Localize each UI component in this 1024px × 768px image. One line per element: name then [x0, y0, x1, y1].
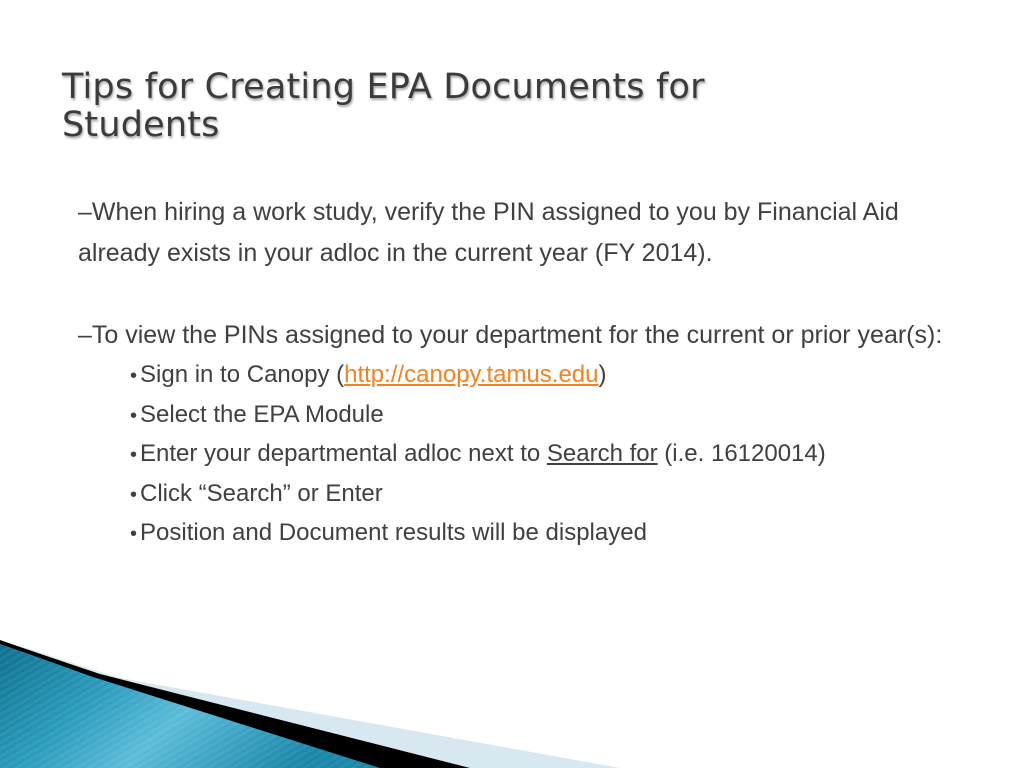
steps-list	[78, 356, 978, 554]
dash: –	[78, 321, 92, 349]
paragraph-view-pins	[78, 315, 978, 356]
slide-title: Tips for Creating EPA Documents for Students	[62, 67, 705, 145]
paragraph-verify-pin	[78, 192, 978, 274]
step-enter-adloc	[130, 435, 978, 475]
footer-swoosh-decoration	[0, 630, 1024, 768]
step-text: Select the EPA Module	[140, 400, 384, 428]
step-results	[130, 514, 978, 554]
step-text: Sign in to Canopy (	[140, 361, 345, 388]
step-select-module	[130, 396, 978, 436]
step-text: Enter your departmental adloc next to	[140, 440, 547, 467]
step-text: Position and Document results will be displayed	[140, 519, 647, 546]
step-text: Click “Search” or Enter	[140, 479, 383, 507]
slide-body	[78, 192, 978, 554]
dash: –	[78, 198, 92, 226]
step-text-suffix: )	[598, 361, 607, 388]
step-sign-in	[130, 356, 978, 396]
bullet-icon: •	[130, 404, 138, 427]
search-for-label: Search for	[546, 440, 658, 467]
bullet-icon: •	[130, 365, 138, 387]
paragraph-text: When hiring a work study, verify the PIN assigned to you by Financial Aid already exists in your adloc in the current year (FY 2014).	[78, 198, 899, 267]
step-click-search	[130, 475, 978, 515]
bullet-icon: •	[130, 444, 138, 466]
bullet-icon: •	[130, 483, 138, 506]
bullet-icon: •	[130, 523, 138, 545]
step-text-suffix: (i.e. 16120014)	[657, 440, 826, 467]
paragraph-text: To view the PINs assigned to your department for the current or prior year(s):	[91, 321, 943, 349]
canopy-link[interactable]: http://canopy.tamus.edu	[344, 361, 599, 388]
